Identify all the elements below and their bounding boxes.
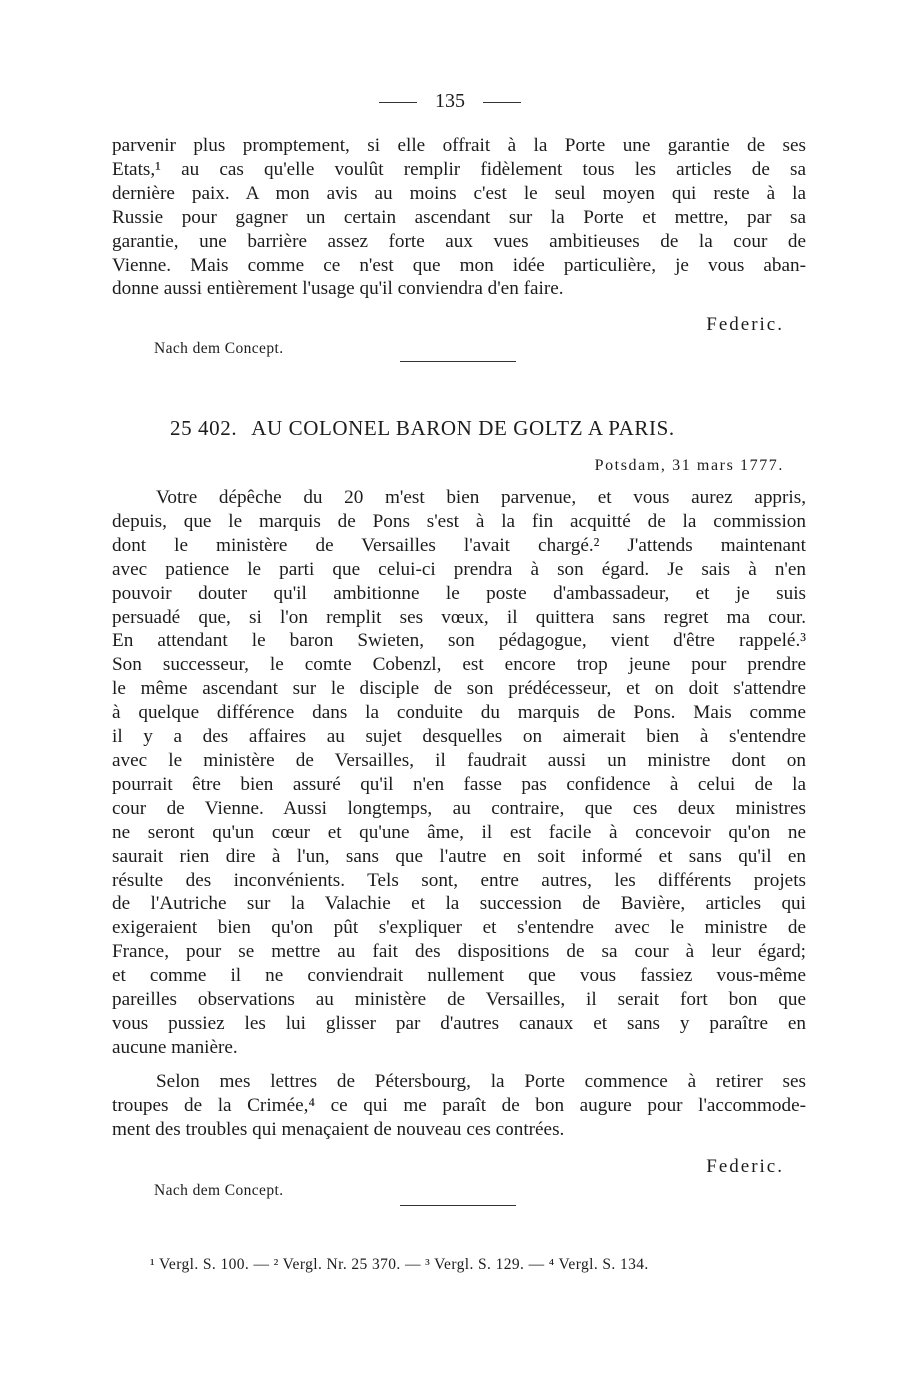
text-line: dernière paix. A mon avis au moins c'est le seul moyen qui reste à la <box>112 182 806 204</box>
footnotes: ¹ Vergl. S. 100. — ² Vergl. Nr. 25 370. — ³ Vergl. S. 129. — ⁴ Vergl. S. 134. <box>150 1256 649 1273</box>
text-line: Votre dépêche du 20 m'est bien parvenue, et vous aurez appris, <box>156 487 806 508</box>
section-rule <box>400 361 516 362</box>
text-line: le même ascendant sur le disciple de son prédécesseur, et on doit s'attendre <box>112 678 806 700</box>
letter-paragraph-2 <box>112 1070 806 1142</box>
header-dash-left <box>379 102 417 103</box>
text-line: garantie, une barrière assez forte aux vues ambitieuses de la cour de <box>112 230 806 252</box>
text-line: résulte des inconvénients. Tels sont, entre autres, les différents projets <box>112 869 806 891</box>
text-line: troupes de la Crimée,⁴ ce qui me paraît de bon augure pour l'accommode- <box>112 1094 806 1116</box>
signature: Federic. <box>706 314 784 335</box>
source-note: Nach dem Concept. <box>154 340 284 357</box>
text-line: persuadé que, si l'on remplit ses vœux, il quittera sans regret ma cour. <box>112 606 806 628</box>
source-note: Nach dem Concept. <box>154 1182 284 1199</box>
text-line: dont le ministère de Versailles l'avait chargé.² J'attends maintenant <box>112 534 806 556</box>
text-line: et comme il ne conviendrait nullement que vous fassiez vous-même <box>112 965 806 987</box>
text-line: vous pussiez les lui glisser par d'autres canaux et sans y paraître en <box>112 1012 806 1034</box>
text-line: parvenir plus promptement, si elle offrait à la Porte une garantie de ses <box>112 135 806 156</box>
place-date: Potsdam, 31 mars 1777. <box>594 457 784 474</box>
text-line: Son successeur, le comte Cobenzl, est encore trop jeune pour prendre <box>112 654 806 676</box>
letter-number: 25 402. <box>170 416 238 440</box>
section1-paragraph <box>112 134 806 301</box>
text-line: Vienne. Mais comme ce n'est que mon idée particulière, je vous aban- <box>112 254 806 276</box>
text-line: Etats,¹ au cas qu'elle voulût remplir fidèlement tous les articles de sa <box>112 158 806 180</box>
text-line: de l'Autriche sur la Valachie et la succession de Bavière, articles qui <box>112 893 806 915</box>
letter-title: AU COLONEL BARON DE GOLTZ A PARIS. <box>251 416 675 440</box>
text-line: ne seront qu'un cœur et qu'une âme, il est facile à concevoir qu'on ne <box>112 821 806 843</box>
text-line: exigeraient bien qu'on pût s'expliquer et s'entendre avec le ministre de <box>112 917 806 939</box>
text-line: Selon mes lettres de Pétersbourg, la Porte commence à retirer ses <box>156 1071 806 1092</box>
text-line: avec patience le parti que celui-ci prendra à son égard. Je sais à n'en <box>112 558 806 580</box>
text-line: donne aussi entièrement l'usage qu'il conviendra d'en faire. <box>112 278 564 300</box>
text-line: pourrait être bien assuré qu'il n'en fasse pas confidence à celui de la <box>112 773 806 795</box>
text-line: il y a des affaires au sujet desquelles on aimerait bien à s'entendre <box>112 726 806 748</box>
text-line: avec le ministère de Versailles, il faudrait aussi un ministre dont on <box>112 749 806 771</box>
page-header <box>0 88 900 114</box>
text-line: saurait rien dire à l'un, sans que l'autre en soit informé et sans qu'il en <box>112 845 806 867</box>
text-line: à quelque différence dans la conduite du marquis de Pons. Mais comme <box>112 702 806 724</box>
text-line: ment des troubles qui menaçaient de nouveau ces contrées. <box>112 1118 565 1140</box>
text-line: pareilles observations au ministère de Versailles, il serait fort bon que <box>112 989 806 1011</box>
text-line: depuis, que le marquis de Pons s'est à la fin acquitté de la commission <box>112 510 806 532</box>
text-line: En attendant le baron Swieten, son pédagogue, vient d'être rappelé.³ <box>112 630 806 652</box>
text-line: France, pour se mettre au fait des dispositions de sa cour à leur égard; <box>112 941 806 963</box>
text-line: cour de Vienne. Aussi longtemps, au contraire, que ces deux ministres <box>112 797 806 819</box>
signature: Federic. <box>706 1156 784 1177</box>
text-line: Russie pour gagner un certain ascendant sur la Porte et mettre, par sa <box>112 206 806 228</box>
page-number: 135 <box>435 90 465 112</box>
text-line: aucune manière. <box>112 1036 238 1058</box>
section-rule <box>400 1205 516 1206</box>
header-dash-right <box>483 102 521 103</box>
letter-heading <box>170 416 675 441</box>
letter-paragraph-1 <box>112 486 806 1060</box>
text-line: pouvoir douter qu'il ambitionne le poste d'ambassadeur, et je suis <box>112 582 806 604</box>
